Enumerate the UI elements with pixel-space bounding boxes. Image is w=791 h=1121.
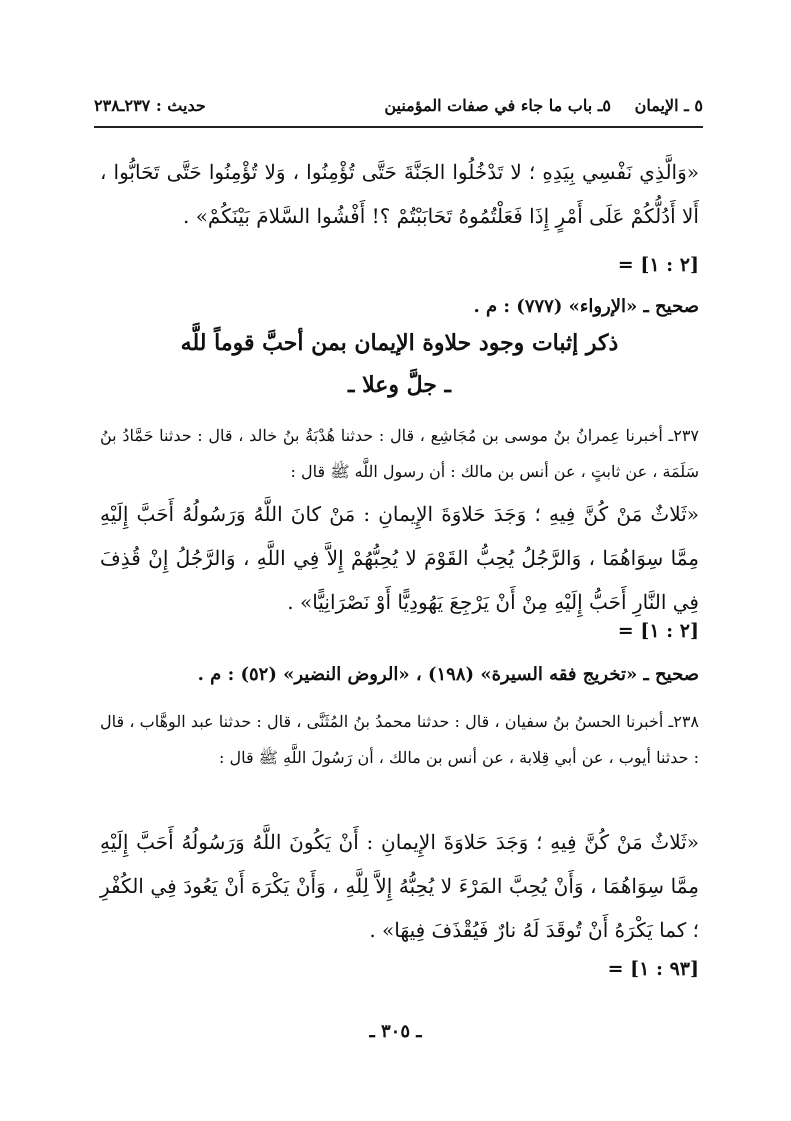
header-book-title: ٥ ـ الإيمان [634, 96, 703, 115]
hadith-236-ref: [٢ : ١] = [617, 254, 699, 276]
hadith-236-matn: «وَالَّذِي نَفْسِي بِيَدِهِ ؛ لا تَدْخُلُوا الجَنَّةَ حَتَّى تُؤْمِنُوا ، وَلا تُؤْمِنُوا حَتَّى تَحَابُّوا ، أَلا أَدُلُّكُمْ عَلَى أَمْرٍ إِذَا فَعَلْتُمُوهُ تَحَابَبْتُمْ ؟! أَفْشُوا السَّلامَ بَيْنَكُمْ» . [100, 160, 699, 228]
hadith-236-grading: صحيح ـ «الإرواء» (٧٧٧) : م . [473, 296, 699, 317]
section-title-line-1: ذكر إثبات وجود حلاوة الإيمان بمن أحبَّ قوماً للَّه [180, 330, 619, 356]
header-rule [94, 126, 703, 128]
hadith-238-isnad: ٢٣٨ـ أخبرنا الحسنُ بنُ سفيان ، قال : حدثنا محمدُ بنُ المُثَنَّى ، قال : حدثنا عبد الوهَّاب ، قال : حدثنا أيوب ، عن أبي قِلابة ، عن أنس بن مالك ، أن رَسُولَ اللَّهِ ﷺ قال : [100, 712, 699, 767]
page-number: ـ ٣٠٥ ـ [369, 1021, 422, 1042]
hadith-237-matn: «ثَلاثٌ مَنْ كُنَّ فِيهِ ؛ وَجَدَ حَلاوَةَ الإِيمانِ : مَنْ كانَ اللَّهُ وَرَسُولُهُ أَحَبَّ إِلَيْهِ مِمَّا سِوَاهُمَا ، وَالرَّجُلُ يُحِبُّ القَوْمَ لا يُحِبُّهُمْ إِلاَّ فِي اللَّهِ ، وَالرَّجُلُ إِنْ قُذِفَ فِي النَّارِ أَحَبُّ إِلَيْهِ مِنْ أَنْ يَرْجِعَ يَهُودِيًّا أَوْ نَصْرَانِيًّا» . [100, 502, 699, 614]
hadith-238-matn: «ثَلاثٌ مَنْ كُنَّ فِيهِ ؛ وَجَدَ حَلاوَةَ الإِيمانِ : أَنْ يَكُونَ اللَّهُ وَرَسُولُهُ أَحَبَّ إِلَيْهِ مِمَّا سِوَاهُمَا ، وَأَنْ يُحِبَّ المَرْءَ لا يُحِبُّهُ إِلاَّ لِلَّهِ ، وَأَنْ يَكْرَهَ أَنْ يَعُودَ فِي الكُفْرِ ؛ كما يَكْرَهُ أَنْ تُوقَدَ لَهُ نارٌ فَيُقْذَفَ فِيهَا» . [100, 830, 699, 942]
header-chapter-title: ٥ـ باب ما جاء في صفات المؤمنين [384, 96, 611, 115]
section-title-line-2: ـ جلَّ وعلا ـ [347, 372, 451, 398]
hadith-237-ref: [٢ : ١] = [617, 620, 699, 642]
hadith-238-ref: [٩٣ : ١] = [607, 958, 699, 980]
hadith-237-isnad: ٢٣٧ـ أخبرنا عِمرانُ بنُ موسى بن مُجَاشِع ، قال : حدثنا هُدْبَةُ بنُ خالد ، قال : حدثنا حَمَّادُ بنُ سَلَمَة ، عن ثابتٍ ، عن أنس بن مالك : أن رسول اللَّه ﷺ قال : [100, 426, 700, 481]
header-hadith-range: حديث : ٢٣٧ـ٢٣٨ [94, 96, 206, 115]
running-header [94, 96, 703, 124]
hadith-237-grading: صحيح ـ «تخريج فقه السيرة» (١٩٨) ، «الروض النضير» (٥٢) : م . [197, 664, 699, 685]
